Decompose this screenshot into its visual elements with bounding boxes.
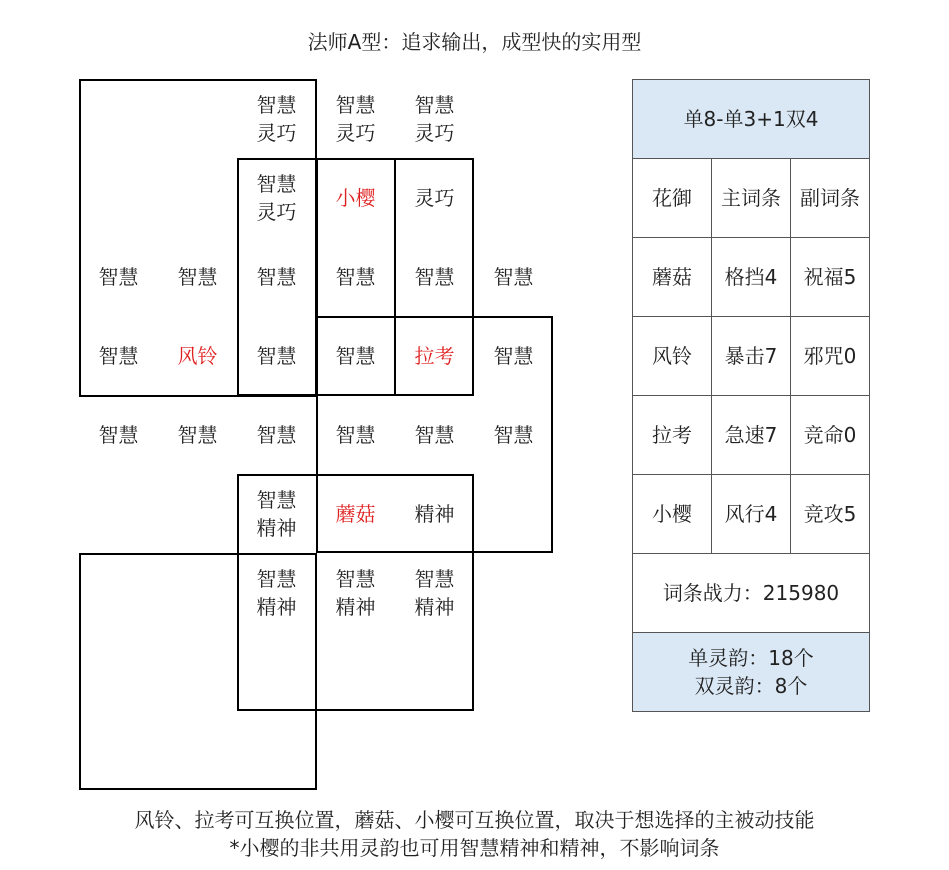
rune-cell: 智慧 [177,422,218,447]
page-title: 法师A型：追求输出，成型快的实用型 [307,30,642,54]
rune-cell: 智慧 [177,264,218,289]
rune-cell: 智慧 [98,343,139,368]
rune-cell: 智慧 精神 [256,487,297,540]
rune-cell: 智慧 精神 [335,566,376,619]
rune-cell: 智慧 [493,343,534,368]
rune-cell: 智慧 精神 [256,566,297,619]
rune-cell: 智慧 灵巧 [414,92,455,145]
spirit-cell: 拉考 [414,343,455,368]
spirit-cell: 蘑菇 [335,501,376,526]
rune-cell: 智慧 [414,264,455,289]
rune-cell: 智慧 [256,343,297,368]
rune-cell: 智慧 [98,422,139,447]
table-cell: 急速7 [712,396,791,475]
rune-cell: 智慧 [335,264,376,289]
table-cell: 蘑菇 [633,238,712,317]
rune-cell: 智慧 [256,422,297,447]
rune-cell: 智慧 灵巧 [256,171,297,224]
rune-cell: 智慧 [493,422,534,447]
panel-header: 单8-单3+1双4 [633,80,870,159]
column-header: 主词条 [712,159,791,238]
rune-cell: 灵巧 [414,185,455,210]
spirit-cell: 风铃 [177,343,218,368]
panel-footer: 单灵韵：18个 双灵韵：8个 [633,633,870,712]
rune-cell: 智慧 灵巧 [256,92,297,145]
rune-cell: 智慧 [335,343,376,368]
rune-cell: 智慧 [256,264,297,289]
table-cell: 风行4 [712,475,791,554]
column-header: 花御 [633,159,712,238]
stats-panel [632,79,870,712]
rune-cell: 智慧 精神 [414,566,455,619]
table-cell: 竞攻5 [791,475,870,554]
table-cell: 格挡4 [712,238,791,317]
table-cell: 拉考 [633,396,712,475]
rune-cell: 智慧 灵巧 [335,92,376,145]
rune-cell: 精神 [414,501,455,526]
rune-grid [79,79,553,790]
rune-cell: 智慧 [493,264,534,289]
table-cell: 竞命0 [791,396,870,475]
table-cell: 小樱 [633,475,712,554]
rune-cell: 智慧 [98,264,139,289]
power-row: 词条战力：215980 [633,554,870,633]
table-cell: 邪咒0 [791,317,870,396]
table-cell: 祝福5 [791,238,870,317]
table-cell: 暴击7 [712,317,791,396]
rune-cell: 智慧 [414,422,455,447]
table-cell: 风铃 [633,317,712,396]
column-header: 副词条 [791,159,870,238]
note-footnote: *小樱的非共用灵韵也可用智慧精神和精神，不影响词条 [229,836,720,860]
rune-cell: 智慧 [335,422,376,447]
note-swap: 风铃、拉考可互换位置，蘑菇、小樱可互换位置，取决于想选择的主被动技能 [134,808,815,832]
spirit-cell: 小樱 [335,185,376,210]
